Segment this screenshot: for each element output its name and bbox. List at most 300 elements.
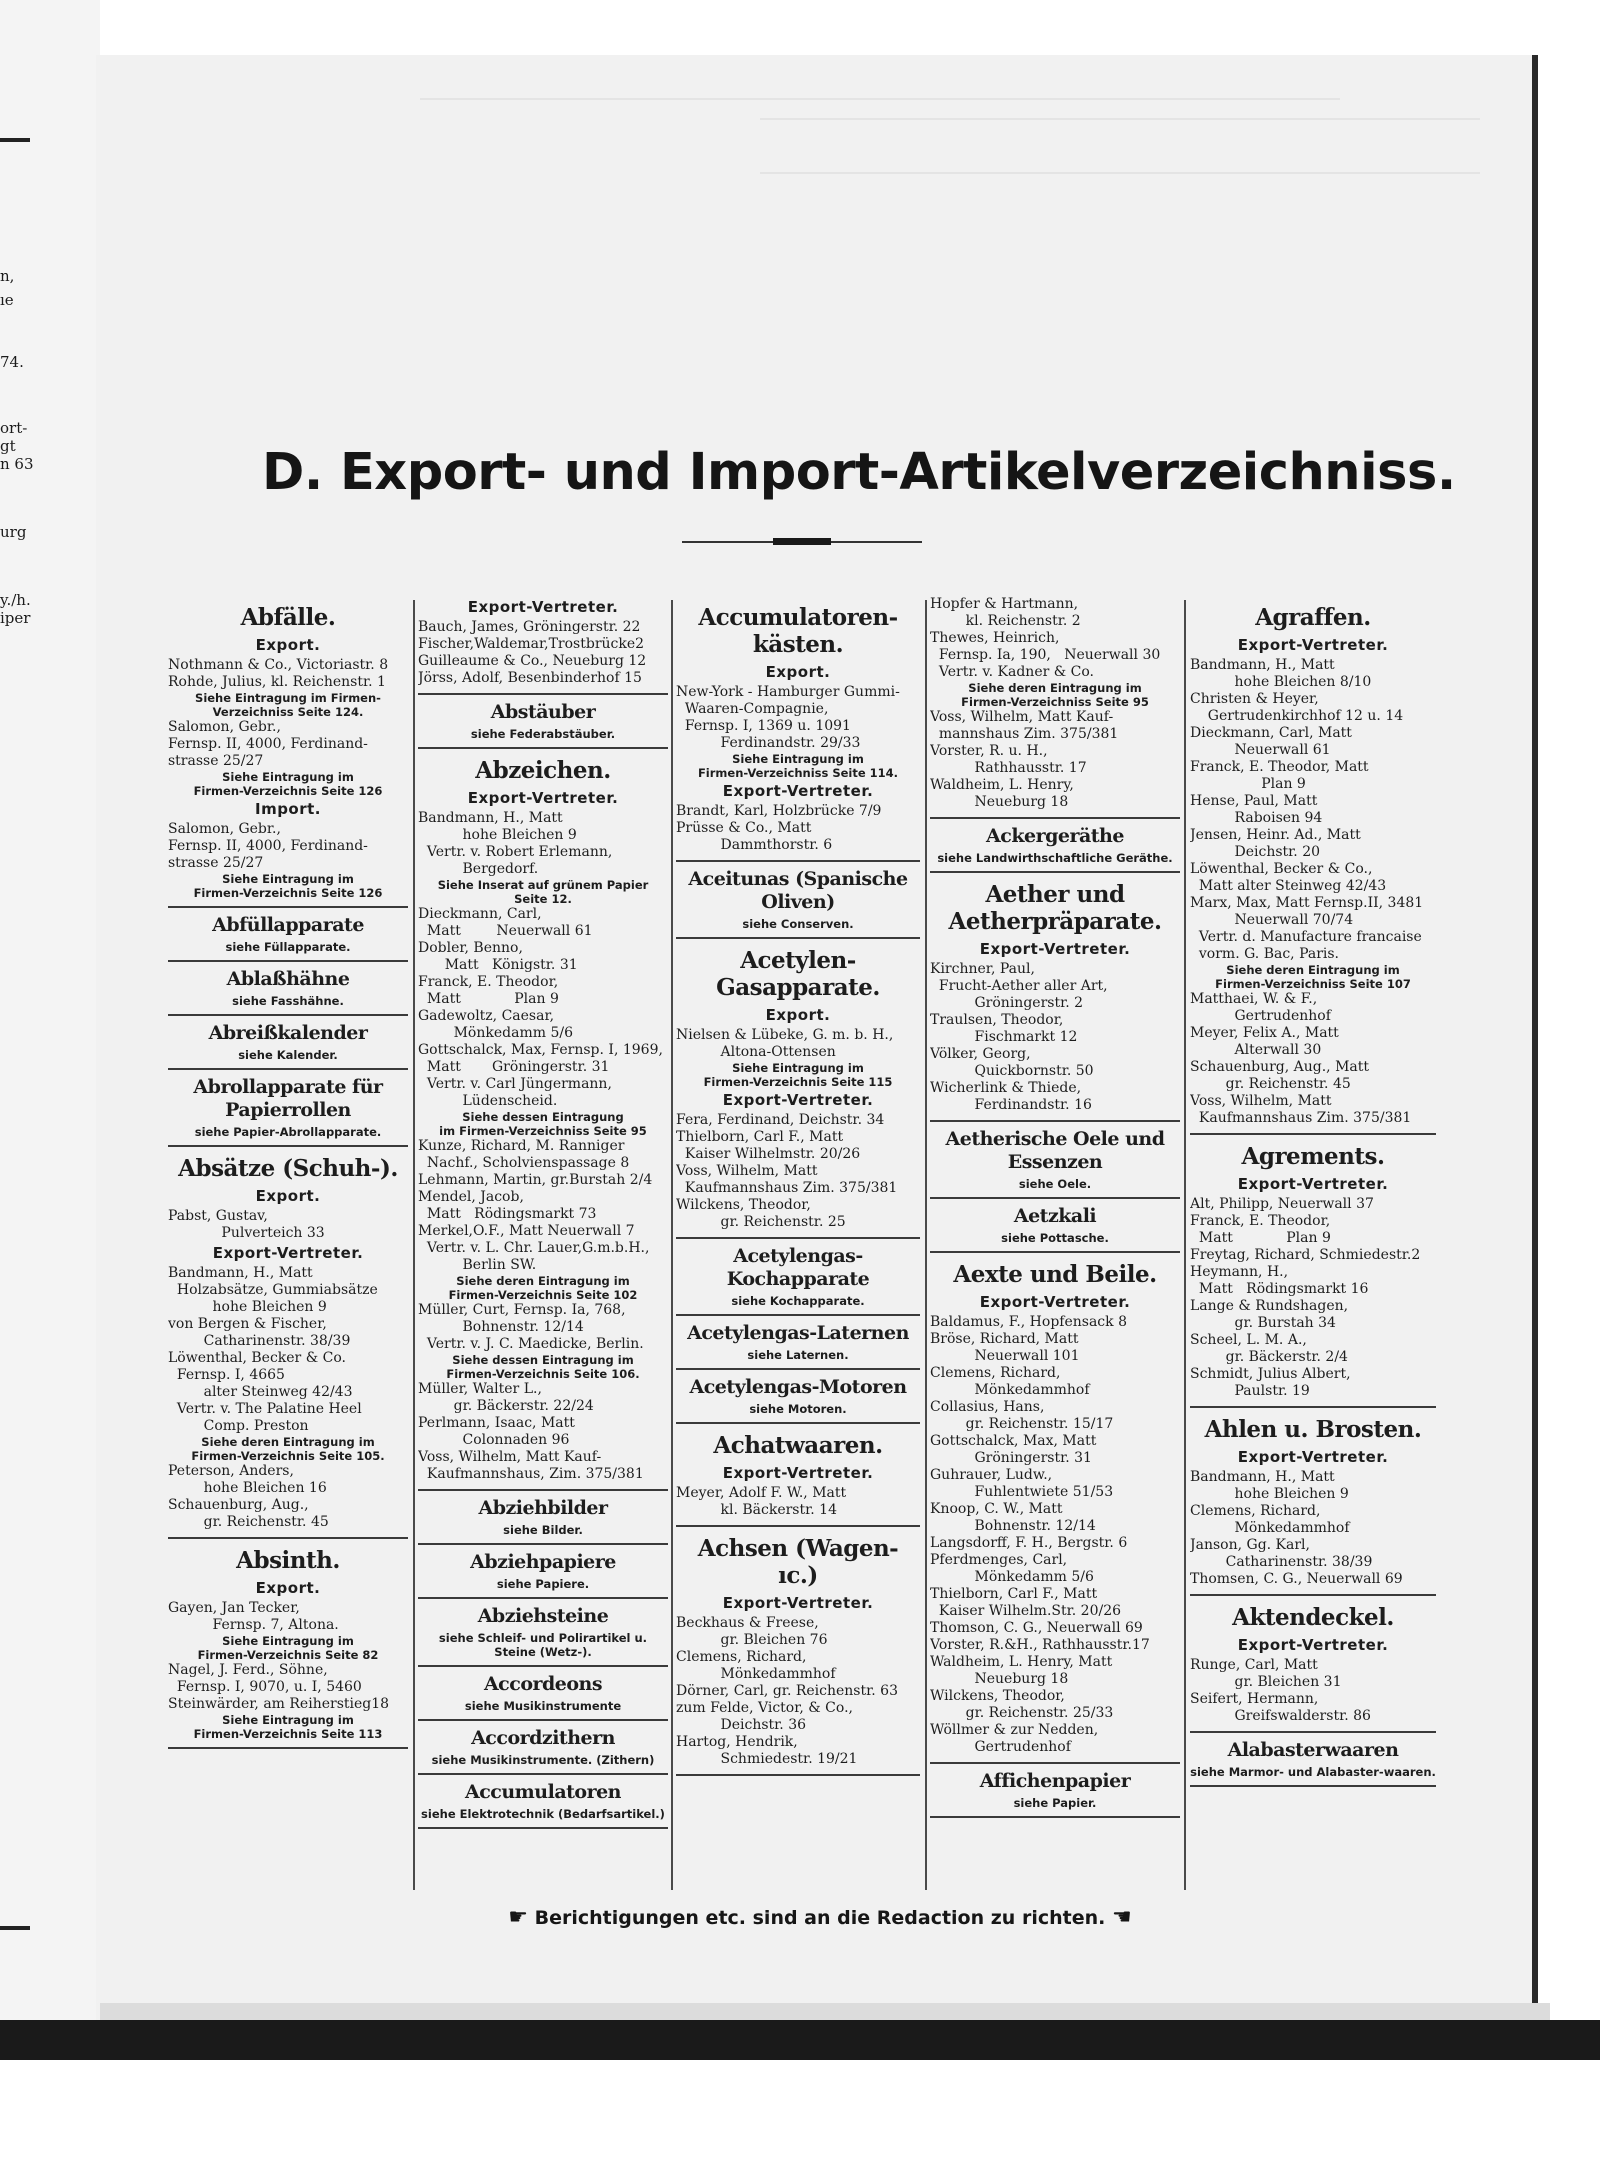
entry-line: Vertr. v. Robert Erlemann, — [418, 844, 613, 860]
section-heading: Achatwaaren. — [713, 1432, 883, 1459]
entry-line: Bandmann, H., Matt — [1190, 1469, 1335, 1485]
entry-line: hohe Bleichen 8/10 — [1190, 674, 1372, 690]
entry-line: Fernsp. 7, Altona. — [168, 1617, 339, 1633]
entry-line: Voss, Wilhelm, Matt Kauf- — [930, 709, 1114, 725]
entry-line: Marx, Max, Matt Fernsp.II, 3481 — [1190, 895, 1424, 911]
entry-line: Runge, Carl, Matt — [1190, 1657, 1318, 1673]
entry-line: Hense, Paul, Matt — [1190, 793, 1318, 809]
directory-section — [676, 604, 920, 862]
directory-section — [930, 1205, 1180, 1253]
entry-line: Kaufmannshaus Zim. 375/381 — [676, 1180, 898, 1196]
entry-line: Wilckens, Theodor, — [676, 1197, 811, 1213]
entry-line: Catharinenstr. 38/39 — [168, 1333, 351, 1349]
section-heading: Agrements. — [1241, 1143, 1385, 1170]
register-note: im Firmen-Verzeichniss Seite 95 — [439, 1124, 647, 1138]
section-heading: Abfüllapparate — [212, 914, 364, 936]
cross-reference: siehe Fasshähne. — [232, 994, 344, 1008]
section-rule — [418, 1597, 668, 1599]
entry-line: Gröningerstr. 31 — [930, 1450, 1092, 1466]
entry-line: Thewes, Heinrich, — [930, 630, 1060, 646]
directory-section — [418, 598, 668, 695]
section-heading: Acetylengas-Laternen — [687, 1322, 909, 1344]
entry-line: Mönkedammhof — [930, 1382, 1090, 1398]
register-note: Siehe deren Eintragung im — [201, 1435, 375, 1449]
entry-line: Dieckmann, Carl, — [418, 906, 542, 922]
section-heading: Aetherische Oele und Essenzen — [945, 1128, 1165, 1173]
entry-line: Mönkedamm 5/6 — [418, 1025, 573, 1041]
register-note: Firmen-Verzeichnis Seite 82 — [197, 1648, 379, 1662]
entry-line: Matt Plan 9 — [418, 991, 559, 1007]
adjacent-page-strip — [0, 0, 100, 2060]
entry-line: Comp. Preston — [168, 1418, 309, 1434]
subheading: Export-Vertreter. — [1237, 1448, 1389, 1466]
entry-line: hohe Bleichen 16 — [168, 1480, 327, 1496]
directory-section — [930, 825, 1180, 873]
section-rule — [930, 1251, 1180, 1253]
entry-line: New-York - Hamburger Gummi- — [676, 684, 900, 700]
directory-section — [930, 1770, 1180, 1818]
entry-line: gr. Burstah 34 — [1190, 1315, 1336, 1331]
directory-section — [168, 968, 408, 1016]
directory-section — [418, 1497, 668, 1545]
entry-line: Matthaei, W. & F., — [1190, 991, 1318, 1007]
entry-line: Vertr. v. The Palatine Heel — [168, 1401, 362, 1417]
cross-reference: siehe Motoren. — [749, 1402, 847, 1416]
entry-line: Pulverteich 33 — [168, 1225, 325, 1241]
entry-line: Vertr. v. Carl Jüngermann, — [418, 1076, 612, 1092]
section-rule — [930, 1816, 1180, 1818]
entry-line: Löwenthal, Becker & Co., — [1190, 861, 1373, 877]
directory-section — [676, 1535, 920, 1776]
section-heading: Ackergeräthe — [986, 825, 1124, 847]
register-note: Siehe Eintragung im — [222, 872, 354, 886]
register-note: Firmen-Verzeichnis Seite 106. — [446, 1367, 640, 1381]
directory-section — [418, 757, 668, 1491]
section-heading: Accumulatoren-kästen. — [698, 604, 898, 658]
register-note: Verzeichniss Seite 124. — [212, 705, 364, 719]
entry-line: Deichstr. 36 — [676, 1717, 807, 1733]
entry-line: Lüdenscheid. — [418, 1093, 558, 1109]
entry-line: Fischmarkt 12 — [930, 1029, 1078, 1045]
section-heading: Aktendeckel. — [1232, 1604, 1394, 1631]
entry-line: Waldheim, L. Henry, — [930, 777, 1074, 793]
entry-line: kl. Bäckerstr. 14 — [676, 1502, 837, 1518]
directory-section — [676, 1376, 920, 1424]
register-note: Firmen-Verzeichnis Seite 115 — [703, 1075, 893, 1089]
directory-section — [418, 1727, 668, 1775]
entry-line: Lange & Rundshagen, — [1190, 1298, 1349, 1314]
entry-line: Guhrauer, Ludw., — [930, 1467, 1053, 1483]
entry-line: Gadewoltz, Caesar, — [418, 1008, 555, 1024]
directory-section — [168, 1076, 408, 1147]
section-heading: Aetzkali — [1013, 1205, 1097, 1227]
section-heading: Acetylen-Gasapparate. — [716, 947, 880, 1001]
subheading: Export. — [255, 1579, 321, 1597]
section-rule — [418, 1719, 668, 1721]
subheading: Export. — [765, 1006, 831, 1024]
column-5 — [1190, 596, 1436, 1789]
section-rule — [930, 817, 1180, 819]
entry-line: Scheel, L. M. A., — [1190, 1332, 1307, 1348]
entry-line: Dammthorstr. 6 — [676, 837, 833, 853]
entry-line: Beckhaus & Freese, — [676, 1615, 819, 1631]
entry-line: Bergedorf. — [418, 861, 539, 877]
entry-line: Dieckmann, Carl, Matt — [1190, 725, 1352, 741]
directory-section — [930, 1128, 1180, 1199]
entry-line: mannshaus Zim. 375/381 — [930, 726, 1119, 742]
entry-line: Seifert, Hermann, — [1190, 1691, 1319, 1707]
column-divider — [925, 600, 927, 1890]
register-note: Siehe deren Eintragung im — [1226, 963, 1400, 977]
entry-line: Raboisen 94 — [1190, 810, 1323, 826]
section-heading: Agraffen. — [1255, 604, 1371, 631]
register-note: Siehe deren Eintragung im — [968, 681, 1142, 695]
entry-line: gr. Reichenstr. 45 — [1190, 1076, 1351, 1092]
bleed-through-line — [420, 98, 1340, 100]
entry-line: gr. Bäckerstr. 22/24 — [418, 1398, 594, 1414]
directory-section — [676, 1432, 920, 1527]
entry-line: Neueburg 18 — [930, 794, 1069, 810]
section-rule — [676, 1422, 920, 1424]
entry-line: Merkel,O.F., Matt Neuerwall 7 — [418, 1223, 635, 1239]
entry-line: gr. Reichenstr. 25/33 — [930, 1705, 1114, 1721]
subheading: Export-Vertreter. — [722, 1091, 874, 1109]
cross-reference: siehe Papier. — [1013, 1796, 1097, 1810]
entry-line: Gröningerstr. 2 — [930, 995, 1084, 1011]
section-rule — [168, 1145, 408, 1147]
entry-line: Jörss, Adolf, Besenbinderhof 15 — [418, 670, 642, 686]
subheading: Import. — [254, 800, 322, 818]
entry-line: Neuerwall 101 — [930, 1348, 1080, 1364]
section-heading: Abstäuber — [490, 701, 596, 723]
directory-section — [1190, 1604, 1436, 1733]
entry-line: Salomon, Gebr., — [168, 719, 281, 735]
subheading: Export-Vertreter. — [467, 598, 619, 616]
entry-line: Perlmann, Isaac, Matt — [418, 1415, 575, 1431]
entry-line: Catharinenstr. 38/39 — [1190, 1554, 1373, 1570]
cross-reference: siehe Oele. — [1018, 1177, 1092, 1191]
section-heading: Aexte und Beile. — [953, 1261, 1157, 1288]
cross-reference: siehe Bilder. — [503, 1523, 583, 1537]
subheading: Export. — [255, 1187, 321, 1205]
cross-reference: siehe Landwirthschaftliche Geräthe. — [937, 851, 1173, 865]
entry-line: Thomson, C. G., Neuerwall 69 — [930, 1620, 1143, 1636]
entry-line: Holzabsätze, Gummiabsätze — [168, 1282, 378, 1298]
entry-line: Fuhlentwiete 51/53 — [930, 1484, 1114, 1500]
binding-text-fragment: ort- — [0, 419, 28, 437]
section-rule — [1190, 1594, 1436, 1596]
subheading: Export-Vertreter. — [1237, 636, 1389, 654]
section-rule — [930, 1762, 1180, 1764]
entry-line: Voss, Wilhelm, Matt — [1190, 1093, 1332, 1109]
section-rule — [418, 693, 668, 695]
entry-line: Quickbornstr. 50 — [930, 1063, 1094, 1079]
binding-text-fragment: urg — [0, 523, 27, 541]
entry-line: Kirchner, Paul, — [930, 961, 1035, 977]
section-rule — [168, 1068, 408, 1070]
entry-line: Clemens, Richard, — [676, 1649, 807, 1665]
footer-text: Berichtigungen etc. sind an die Redaction zu richten. — [534, 1907, 1106, 1929]
entry-line: Vorster, R. u. H., — [930, 743, 1048, 759]
section-heading: Affichenpapier — [979, 1770, 1131, 1792]
entry-line: Bandmann, H., Matt — [168, 1265, 313, 1281]
page-title: D. Export- und Import-Artikelverzeichniss. — [262, 443, 1456, 502]
entry-line: Thielborn, Carl F., Matt — [676, 1129, 844, 1145]
register-note: Firmen-Verzeichnis Seite 105. — [191, 1449, 385, 1463]
entry-line: Gertrudenkirchhof 12 u. 14 — [1190, 708, 1404, 724]
directory-section — [418, 1551, 668, 1599]
entry-line: Vertr. v. Kadner & Co. — [930, 664, 1095, 680]
entry-line: Matt Plan 9 — [1190, 1230, 1331, 1246]
register-note: Firmen-Verzeichnis Seite 113 — [193, 1727, 383, 1741]
register-note: Siehe Eintragung im Firmen- — [195, 691, 381, 705]
column-4 — [930, 596, 1180, 1820]
section-heading: Abziehsteine — [477, 1605, 609, 1627]
entry-line: Vorster, R.&H., Rathhausstr.17 — [930, 1637, 1150, 1653]
entry-line: gr. Bleichen 76 — [676, 1632, 828, 1648]
entry-line: Guilleaume & Co., Neueburg 12 — [418, 653, 647, 669]
section-rule — [676, 1525, 920, 1527]
entry-line: gr. Reichenstr. 15/17 — [930, 1416, 1114, 1432]
directory-section — [676, 868, 920, 939]
directory-section — [418, 1673, 668, 1721]
entry-line: Fernsp. II, 4000, Ferdinand- — [168, 736, 368, 752]
register-note: Siehe Eintragung im — [732, 752, 864, 766]
register-note: Seite 12. — [514, 892, 572, 906]
entry-line: Matt Rödingsmarkt 73 — [418, 1206, 597, 1222]
directory-section — [930, 881, 1180, 1122]
entry-line: Brandt, Karl, Holzbrücke 7/9 — [676, 803, 882, 819]
entry-line: Langsdorff, F. H., Bergstr. 6 — [930, 1535, 1128, 1551]
entry-line: Knoop, C. W., Matt — [930, 1501, 1063, 1517]
entry-line: Voss, Wilhelm, Matt — [676, 1163, 818, 1179]
entry-line: Völker, Georg, — [930, 1046, 1031, 1062]
entry-line: Freytag, Richard, Schmiedestr.2 — [1190, 1247, 1421, 1263]
cross-reference: siehe Laternen. — [747, 1348, 849, 1362]
entry-line: Prüsse & Co., Matt — [676, 820, 812, 836]
entry-line: Kaufmannshaus, Zim. 375/381 — [418, 1466, 644, 1482]
directory-section — [418, 1605, 668, 1667]
entry-line: Lehmann, Martin, gr.Burstah 2/4 — [418, 1172, 653, 1188]
entry-line: Matt alter Steinweg 42/43 — [1190, 878, 1387, 894]
entry-line: Dobler, Benno, — [418, 940, 523, 956]
entry-line: Pabst, Gustav, — [168, 1208, 268, 1224]
directory-section — [168, 604, 408, 908]
section-heading: Abreißkalender — [208, 1022, 368, 1044]
entry-line: Neuerwall 70/74 — [1190, 912, 1354, 928]
entry-line: Hartog, Hendrik, — [676, 1734, 798, 1750]
binding-text-fragment: y./h. — [0, 591, 31, 609]
section-heading: Accumulatoren — [464, 1781, 621, 1803]
entry-line: Alt, Philipp, Neuerwall 37 — [1190, 1196, 1374, 1212]
section-rule — [418, 1543, 668, 1545]
section-heading: Ahlen u. Brosten. — [1204, 1416, 1422, 1443]
cross-reference: siehe Conserven. — [742, 917, 854, 931]
section-heading: Accordzithern — [471, 1727, 615, 1749]
entry-line: Thomsen, C. G., Neuerwall 69 — [1190, 1571, 1403, 1587]
binding-rule — [0, 138, 30, 142]
entry-line: Vertr. v. L. Chr. Lauer,G.m.b.H., — [418, 1240, 650, 1256]
entry-line: Löwenthal, Becker & Co. — [168, 1350, 346, 1366]
entry-line: Berlin SW. — [418, 1257, 537, 1273]
cross-reference: siehe Pottasche. — [1001, 1231, 1109, 1245]
entry-line: Bohnenstr. 12/14 — [418, 1319, 584, 1335]
entry-line: Meyer, Felix A., Matt — [1190, 1025, 1339, 1041]
pointing-hand-icon: ☚ — [1111, 1905, 1132, 1930]
entry-line: Pferdmenges, Carl, — [930, 1552, 1068, 1568]
entry-line: Fernsp. I, 1369 u. 1091 — [676, 718, 851, 734]
register-note: Siehe dessen Eintragung — [462, 1110, 624, 1124]
register-note: Siehe Eintragung im — [222, 770, 354, 784]
subheading: Export-Vertreter. — [1237, 1175, 1389, 1193]
column-1 — [168, 596, 408, 1751]
subheading: Export-Vertreter. — [1237, 1636, 1389, 1654]
section-rule — [1190, 1785, 1436, 1787]
entry-line: Deichstr. 20 — [1190, 844, 1321, 860]
entry-line: Alterwall 30 — [1190, 1042, 1322, 1058]
entry-line: Jensen, Heinr. Ad., Matt — [1190, 827, 1361, 843]
entry-line: Nothmann & Co., Victoriastr. 8 — [168, 657, 389, 673]
title-rule-accent — [773, 538, 831, 545]
entry-line: Kaufmannshaus Zim. 375/381 — [1190, 1110, 1412, 1126]
entry-line: Peterson, Anders, — [168, 1463, 294, 1479]
entry-line: Vertr. v. J. C. Maedicke, Berlin. — [418, 1336, 644, 1352]
entry-line: Müller, Walter L., — [418, 1381, 542, 1397]
register-note: Siehe deren Eintragung im — [456, 1274, 630, 1288]
directory-section — [168, 1022, 408, 1070]
section-heading: Aceitunas (Spanische Oliven) — [688, 868, 908, 913]
directory-section — [168, 914, 408, 962]
cross-reference: siehe Füllapparate. — [225, 940, 351, 954]
entry-line: Schmiedestr. 19/21 — [676, 1751, 858, 1767]
entry-line: Fera, Ferdinand, Deichstr. 34 — [676, 1112, 885, 1128]
footer-notice — [440, 1905, 1200, 1930]
entry-line: Mönkedamm 5/6 — [930, 1569, 1094, 1585]
entry-line: Clemens, Richard, — [930, 1365, 1061, 1381]
section-rule — [168, 1747, 408, 1749]
entry-line: Fernsp. Ia, 190, Neuerwall 30 — [930, 647, 1161, 663]
section-heading: Abfälle. — [240, 604, 336, 631]
binding-rule — [0, 1926, 30, 1930]
entry-line: Kaiser Wilhelmstr. 20/26 — [676, 1146, 861, 1162]
entry-line: Voss, Wilhelm, Matt Kauf- — [418, 1449, 602, 1465]
pointing-hand-icon: ☛ — [508, 1905, 529, 1930]
column-divider — [671, 600, 673, 1890]
section-heading: Acetylengas-Kochapparate — [726, 1245, 870, 1290]
entry-line: Paulstr. 19 — [1190, 1383, 1310, 1399]
section-rule — [418, 1665, 668, 1667]
register-note: Firmen-Verzeichnis Seite 126 — [193, 784, 383, 798]
section-rule — [676, 860, 920, 862]
entry-line: Waaren-Compagnie, — [676, 701, 829, 717]
entry-line: alter Steinweg 42/43 — [168, 1384, 353, 1400]
entry-line: Mönkedammhof — [1190, 1520, 1350, 1536]
entry-line: Waldheim, L. Henry, Matt — [930, 1654, 1113, 1670]
section-heading: Absätze (Schuh-). — [178, 1155, 398, 1182]
section-rule — [676, 1774, 920, 1776]
entry-line: Neueburg 18 — [930, 1671, 1069, 1687]
entry-line: Fernsp. I, 4665 — [168, 1367, 285, 1383]
directory-section — [1190, 1416, 1436, 1596]
directory-section — [676, 947, 920, 1239]
entry-line: Collasius, Hans, — [930, 1399, 1045, 1415]
section-rule — [930, 1120, 1180, 1122]
entry-line: Matt Gröningerstr. 31 — [418, 1059, 610, 1075]
register-note: Firmen-Verzeichnis Seite 126 — [193, 886, 383, 900]
entry-line: strasse 25/27 — [168, 855, 264, 871]
section-rule — [676, 1237, 920, 1239]
entry-line: gr. Reichenstr. 25 — [676, 1214, 846, 1230]
entry-line: vorm. G. Bac, Paris. — [1190, 946, 1340, 962]
binding-text-fragment: 74. — [0, 353, 24, 371]
cross-reference: siehe Federabstäuber. — [470, 727, 616, 741]
section-rule — [676, 1368, 920, 1370]
directory-section — [168, 1547, 408, 1749]
cross-reference: siehe Papier-Abrollapparate. — [194, 1125, 382, 1139]
entry-line: Nachf., Scholvienspassage 8 — [418, 1155, 630, 1171]
cross-reference: siehe Musikinstrumente. (Zithern) — [431, 1753, 655, 1767]
section-rule — [930, 1197, 1180, 1199]
binding-text-fragment: n 63 — [0, 455, 34, 473]
entry-line: Thielborn, Carl F., Matt — [930, 1586, 1098, 1602]
entry-line: Kunze, Richard, M. Ranniger — [418, 1138, 625, 1154]
binding-text-fragment: iper — [0, 609, 31, 627]
directory-section — [1190, 604, 1436, 1135]
entry-line: Franck, E. Theodor, — [418, 974, 559, 990]
entry-line: von Bergen & Fischer, — [168, 1316, 327, 1332]
entry-line: Mönkedammhof — [676, 1666, 836, 1682]
entry-line: Rathhausstr. 17 — [930, 760, 1087, 776]
directory-section — [1190, 1739, 1436, 1787]
subheading: Export-Vertreter. — [467, 789, 619, 807]
entry-line: Wicherlink & Thiede, — [930, 1080, 1082, 1096]
section-rule — [418, 1489, 668, 1491]
entry-line: Bohnenstr. 12/14 — [930, 1518, 1096, 1534]
entry-line: Traulsen, Theodor, — [930, 1012, 1064, 1028]
register-note: Siehe Eintragung im — [732, 1061, 864, 1075]
entry-line: Clemens, Richard, — [1190, 1503, 1321, 1519]
entry-line: Gertrudenhof — [930, 1739, 1071, 1755]
section-heading: Acetylengas-Motoren — [689, 1376, 907, 1398]
directory-section — [930, 1261, 1180, 1764]
entry-line: Meyer, Adolf F. W., Matt — [676, 1485, 847, 1501]
subheading: Export-Vertreter. — [722, 1594, 874, 1612]
entry-line: Franck, E. Theodor, — [1190, 1213, 1331, 1229]
entry-line: Heymann, H., — [1190, 1264, 1289, 1280]
entry-line: Mendel, Jacob, — [418, 1189, 524, 1205]
entry-line: Bandmann, H., Matt — [418, 810, 563, 826]
entry-line: Neuerwall 61 — [1190, 742, 1331, 758]
register-note: Siehe Eintragung im — [222, 1713, 354, 1727]
cross-reference: siehe Musikinstrumente — [464, 1699, 622, 1713]
directory-section — [676, 1245, 920, 1316]
cross-reference: siehe Elektrotechnik (Bedarfsartikel.) — [421, 1807, 665, 1821]
section-heading: Abziehbilder — [478, 1497, 608, 1519]
entry-line: Salomon, Gebr., — [168, 821, 281, 837]
section-rule — [1190, 1133, 1436, 1135]
entry-line: Vertr. d. Manufacture francaise — [1190, 929, 1422, 945]
binding-text-fragment: gt — [0, 437, 16, 455]
section-heading: Alabasterwaaren — [1227, 1739, 1399, 1761]
entry-line: gr. Bleichen 31 — [1190, 1674, 1342, 1690]
entry-line: Franck, E. Theodor, Matt — [1190, 759, 1369, 775]
entry-line: Nielsen & Lübeke, G. m. b. H., — [676, 1027, 894, 1043]
entry-line: Wöllmer & zur Nedden, — [930, 1722, 1099, 1738]
directory-section — [930, 596, 1180, 819]
entry-line: Gertrudenhof — [1190, 1008, 1331, 1024]
register-note: Firmen-Verzeichnis Seite 102 — [448, 1288, 638, 1302]
entry-line: Fernsp. I, 9070, u. I, 5460 — [168, 1679, 362, 1695]
